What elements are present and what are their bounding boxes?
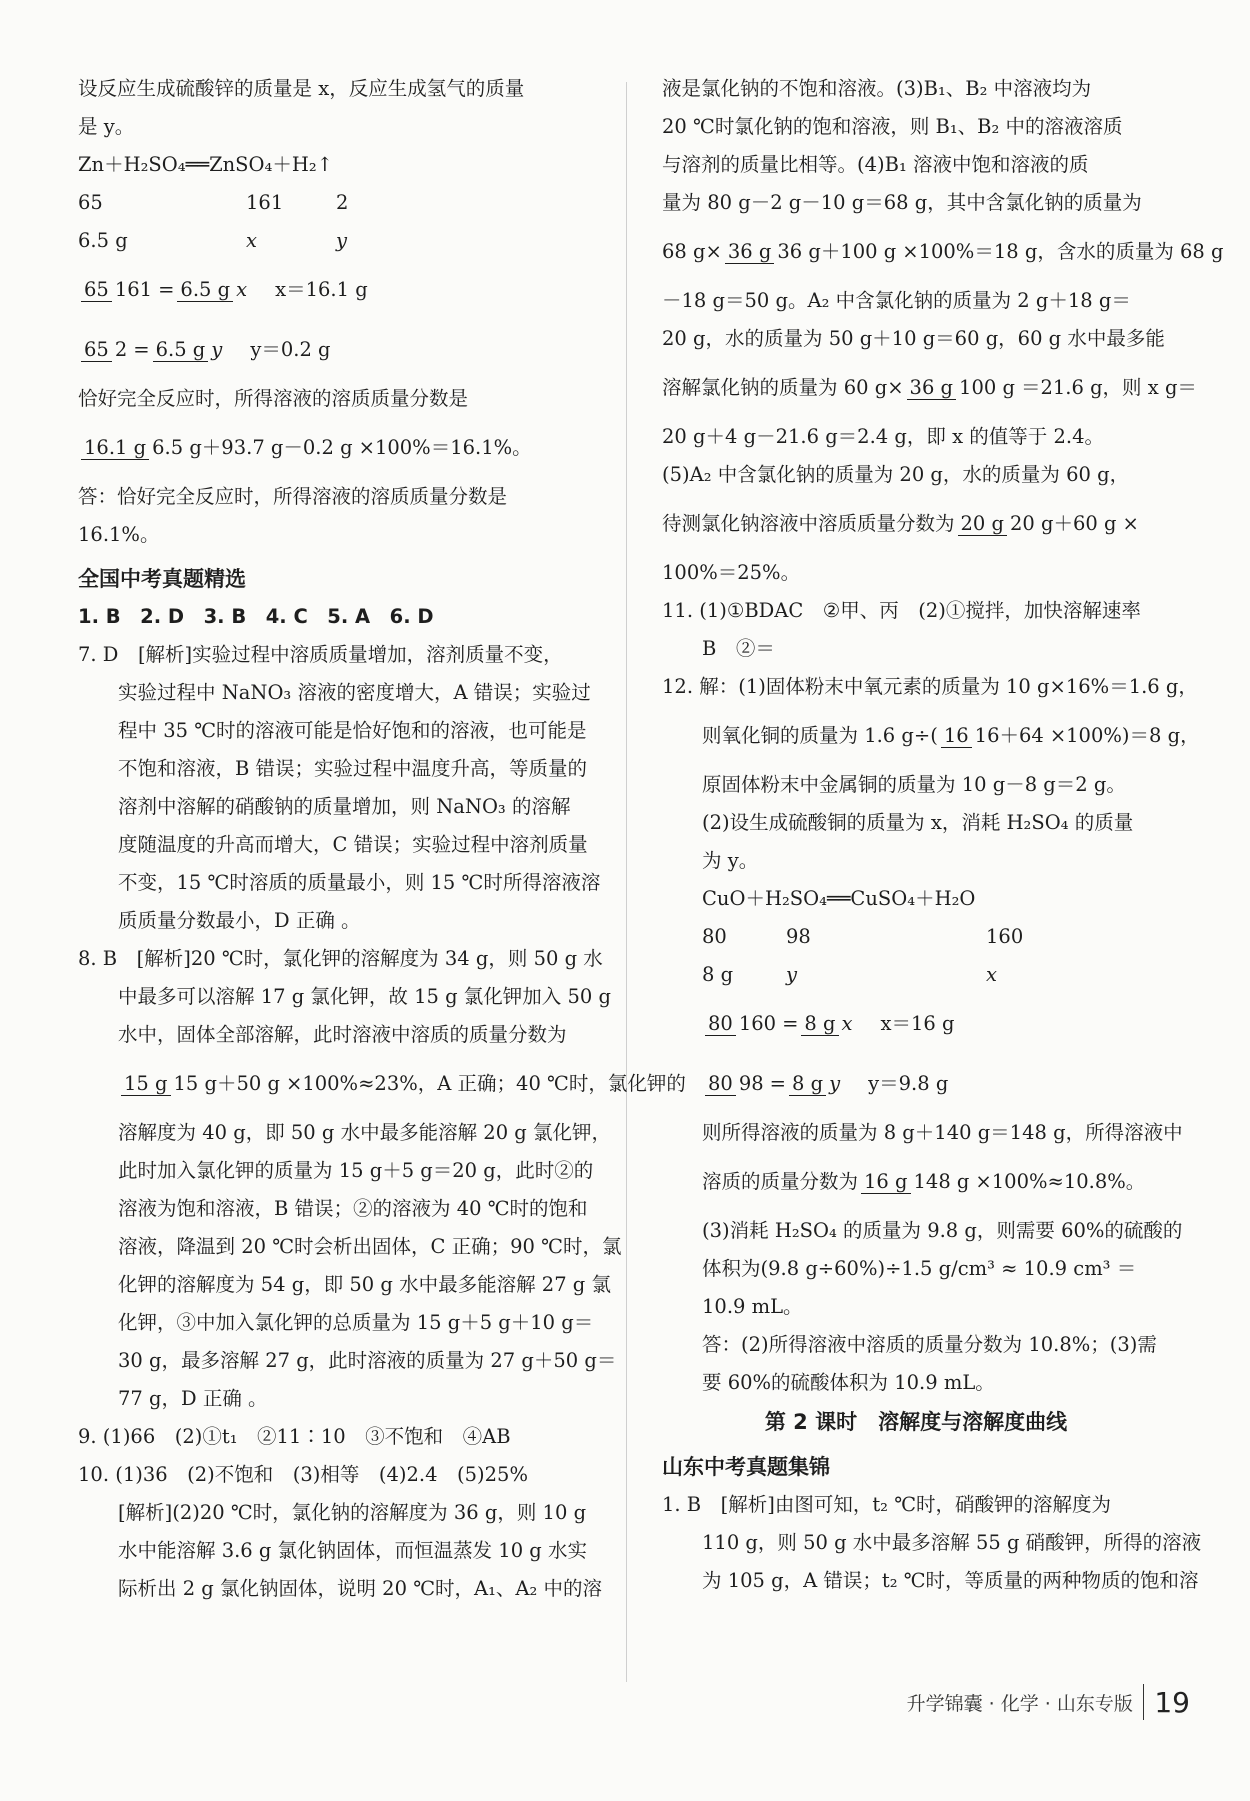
- q10-line: 水中能溶解 3.6 g 氯化钠固体，而恒温蒸发 10 g 水实: [118, 1539, 587, 1562]
- molar-mass-row: [662, 918, 1170, 956]
- fraction: [121, 1072, 283, 1096]
- fraction-line: [662, 706, 1200, 766]
- numerator: 65: [81, 338, 112, 362]
- q8-line: 此时加入氯化钾的质量为 15 g＋5 g＝20 g，此时②的: [118, 1159, 594, 1182]
- denominator: 2: [114, 338, 128, 361]
- text-line: 是 y。: [78, 115, 135, 138]
- footer-book-title: 升学锦囊 · 化学 · 山东专版: [906, 1692, 1133, 1715]
- numerator: 16.1 g: [81, 436, 149, 460]
- numerator: 36 g: [725, 240, 775, 264]
- q12-line: 12. 解：(1)固体粉末中氧元素的质量为 10 g×16%＝1.6 g，: [662, 675, 1198, 698]
- fraction-prefix: 待测氯化钠溶液中溶质质量分数为: [662, 512, 955, 535]
- ratio-equation: [662, 1054, 1170, 1114]
- equals-sign: =: [769, 1072, 786, 1095]
- fraction: [81, 436, 356, 460]
- fraction-prefix: 68 g×: [662, 240, 722, 263]
- q8-line: 化钾，③中加入氯化钾的总质量为 15 g＋5 g＋10 g＝: [118, 1311, 594, 1334]
- fraction: [789, 1072, 843, 1096]
- value-y: y: [786, 963, 798, 986]
- left-column: [78, 70, 686, 1608]
- text-line: 20 ℃时氯化钠的饱和溶液，则 B₁、B₂ 中的溶液溶质: [662, 115, 1123, 138]
- q8-line: 溶解度为 40 g，即 50 g 水中最多能溶解 20 g 氯化钾，: [118, 1121, 611, 1144]
- q7-line: 不变，15 ℃时溶质的质量最小，则 15 ℃时所得溶液溶: [118, 871, 601, 894]
- value-zn: 6.5 g: [78, 229, 128, 252]
- q10-line: [解析](2)20 ℃时，氯化钠的溶解度为 36 g，则 10 g: [118, 1501, 587, 1524]
- q8-line: 化钾的溶解度为 54 g，即 50 g 水中最多能溶解 27 g 氯: [118, 1273, 611, 1296]
- q8-line: 溶液，降温到 20 ℃时会析出固体，C 正确；90 ℃时，氯: [118, 1235, 622, 1258]
- q12-line: 原固体粉末中金属铜的质量为 10 g－8 g＝2 g。: [702, 773, 1126, 796]
- denominator: x: [841, 1012, 853, 1035]
- answer-line: 11. (1)①BDAC ②甲、丙 (2)①搅拌，加快溶解速率: [662, 599, 1141, 622]
- value-x: x: [246, 229, 257, 252]
- fraction: [958, 512, 1120, 536]
- q8-line: 水中，固体全部溶解，此时溶液中溶质的质量分数为: [118, 1023, 567, 1046]
- q12-line: 体积为(9.8 g÷60%)÷1.5 g/cm³ ≈ 10.9 cm³ ＝: [702, 1257, 1137, 1280]
- equation-products: ══CuSO₄＋H₂O: [826, 887, 976, 910]
- text-line: 恰好完全反应时，所得溶液的溶质质量分数是: [78, 387, 469, 410]
- fraction: [81, 278, 155, 302]
- fraction-prefix: 溶解氯化钠的质量为 60 g×: [662, 376, 904, 399]
- ratio-equation: [662, 994, 1170, 1054]
- text-line: 20 g＋4 g－21.6 g＝2.4 g，即 x 的值等于 2.4。: [662, 425, 1104, 448]
- result: x＝16 g: [880, 1012, 955, 1035]
- q8-line: 溶液为饱和溶液，B 错误；②的溶液为 40 ℃时的饱和: [118, 1197, 588, 1220]
- denominator: 6.5 g＋93.7 g－0.2 g: [152, 436, 353, 459]
- fraction: [705, 1072, 767, 1096]
- mass-h2so4: 98: [786, 925, 811, 948]
- denominator: 161: [114, 278, 153, 301]
- numerator: 15 g: [121, 1072, 171, 1096]
- fraction-tail: ×100%＝18 g，含水的质量为 68 g: [902, 240, 1224, 263]
- mass-cuso4: 160: [986, 925, 1024, 948]
- value-row: [78, 222, 590, 260]
- value-row: [662, 956, 1170, 994]
- fraction-line: [662, 358, 1197, 418]
- numerator: 6.5 g: [153, 338, 209, 362]
- q7-line: 7. D [解析]实验过程中溶质质量增加，溶剂质量不变，: [78, 643, 563, 666]
- fraction: [907, 376, 1018, 400]
- text-line: 与溶剂的质量比相等。(4)B₁ 溶液中饱和溶液的质: [662, 153, 1089, 176]
- q12-line: 为 y。: [702, 849, 759, 872]
- equation-reactants: Zn＋H₂SO₄: [78, 153, 186, 176]
- equation-reactants: CuO＋H₂SO₄: [702, 887, 827, 910]
- text-line: (5)A₂ 中含氯化钠的质量为 20 g，水的质量为 60 g，: [662, 463, 1130, 486]
- denominator: 15 g＋50 g: [173, 1072, 280, 1095]
- numerator: 8 g: [789, 1072, 826, 1096]
- answer-line: 9. (1)66 (2)①t₁ ②11∶10 ③不饱和 ④AB: [78, 1425, 511, 1448]
- fraction-line: [662, 1152, 1170, 1212]
- denominator: x: [236, 278, 248, 301]
- mass-cuo: 80: [702, 925, 727, 948]
- lesson-heading: 第 2 课时 溶解度与溶解度曲线: [764, 1410, 1068, 1434]
- fraction: [177, 278, 250, 302]
- text-line: 20 g，水的质量为 50 g＋10 g＝60 g，60 g 水中最多能: [662, 327, 1165, 350]
- q12-line: (2)设生成硫酸铜的质量为 x，消耗 H₂SO₄ 的质量: [702, 811, 1134, 834]
- fraction: [705, 1012, 779, 1036]
- fraction-line: [662, 494, 1170, 554]
- numerator: 16 g: [861, 1170, 911, 1194]
- fraction-tail: ×: [1122, 512, 1139, 535]
- footer-separator: [1143, 1684, 1145, 1720]
- fraction-tail: ×100%)＝8 g，: [1049, 724, 1200, 747]
- ratio-equation: [78, 320, 590, 380]
- text-line: 设反应生成硫酸锌的质量是 x，反应生成氢气的质量: [78, 77, 525, 100]
- fraction: [941, 724, 1047, 748]
- denominator: y: [211, 338, 223, 361]
- result: x＝16.1 g: [275, 278, 368, 301]
- fraction: [153, 338, 226, 362]
- mass-zn: 65: [78, 191, 103, 214]
- q1-line: 为 105 g，A 错误；t₂ ℃时，等质量的两种物质的饱和溶: [702, 1569, 1199, 1592]
- q7-line: 程中 35 ℃时的溶液可能是恰好饱和的溶液，也可能是: [118, 719, 587, 742]
- fraction: [801, 1012, 855, 1036]
- denominator: 98: [738, 1072, 764, 1095]
- numerator: 65: [81, 278, 112, 302]
- numerator: 80: [705, 1012, 736, 1036]
- numerator: 16: [941, 724, 972, 748]
- q10-line: 际析出 2 g 氯化钠固体，说明 20 ℃时，A₁、A₂ 中的溶: [118, 1577, 603, 1600]
- text-line: 16.1%。: [78, 523, 160, 546]
- q12-line: 要 60%的硫酸体积为 10.9 mL。: [702, 1371, 995, 1394]
- section-heading: 山东中考真题集锦: [662, 1455, 830, 1479]
- fraction-prefix: 则氧化铜的质量为 1.6 g÷(: [702, 724, 938, 747]
- numerator: 6.5 g: [177, 278, 233, 302]
- ratio-equation: [78, 260, 590, 320]
- text-line: 量为 80 g－2 g－10 g＝68 g，其中含氯化钠的质量为: [662, 191, 1142, 214]
- q7-line: 质质量分数最小，D 正确 。: [118, 909, 361, 932]
- q12-line: (3)消耗 H₂SO₄ 的质量为 9.8 g，则需要 60%的硫酸的: [702, 1219, 1183, 1242]
- q12-line: 答：(2)所得溶液中溶质的质量分数为 10.8%；(3)需: [702, 1333, 1157, 1356]
- value-y: y: [336, 229, 348, 252]
- column-divider: [626, 82, 627, 1682]
- q12-line: 10.9 mL。: [702, 1295, 803, 1318]
- molar-mass-row: [78, 184, 590, 222]
- fraction-tail: ×100%＝16.1%。: [358, 436, 532, 459]
- result: y＝0.2 g: [250, 338, 331, 361]
- q7-line: 度随温度的升高而增大，C 错误；实验过程中溶剂质量: [118, 833, 588, 856]
- q8-line: 8. B [解析]20 ℃时，氯化钾的溶解度为 34 g，则 50 g 水: [78, 947, 603, 970]
- q7-line: 不饱和溶液，B 错误；实验过程中温度升高，等质量的: [118, 757, 588, 780]
- answer-line: B ②＝: [702, 637, 775, 660]
- q8-line: 77 g，D 正确 。: [118, 1387, 268, 1410]
- denominator: 16＋64: [974, 724, 1044, 747]
- fraction-tail: ×100%≈23%，A 正确；40 ℃时，氯化钾的: [286, 1072, 686, 1095]
- denominator: 20 g＋60 g: [1010, 512, 1117, 535]
- numerator: 80: [705, 1072, 736, 1096]
- fraction-line: [78, 418, 590, 478]
- text-line: 答：恰好完全反应时，所得溶液的溶质质量分数是: [78, 485, 508, 508]
- q7-line: 实验过程中 NaNO₃ 溶液的密度增大，A 错误；实验过: [118, 681, 591, 704]
- q12-line: 则所得溶液的质量为 8 g＋140 g＝148 g，所得溶液中: [702, 1121, 1183, 1144]
- equals-sign: =: [782, 1012, 799, 1035]
- q7-line: 溶剂中溶解的硝酸钠的质量增加，则 NaNO₃ 的溶解: [118, 795, 571, 818]
- q8-line: 30 g，最多溶解 27 g，此时溶液的质量为 27 g＋50 g＝: [118, 1349, 617, 1372]
- text-line: －18 g＝50 g。A₂ 中含氯化钠的质量为 2 g＋18 g＝: [662, 289, 1131, 312]
- q1-line: 110 g，则 50 g 水中最多溶解 55 g 硝酸钾，所得的溶液: [702, 1531, 1202, 1554]
- mass-znso4: 161: [246, 191, 284, 214]
- denominator: 160: [738, 1012, 777, 1035]
- denominator: 148 g: [913, 1170, 970, 1193]
- fraction: [81, 338, 130, 362]
- chemical-equation: [78, 146, 590, 184]
- right-column: [662, 70, 1224, 1600]
- value-cuo: 8 g: [702, 963, 734, 986]
- denominator: y: [829, 1072, 841, 1095]
- fraction-line: [662, 222, 1224, 282]
- fraction-tail: ×100%≈10.8%。: [975, 1170, 1146, 1193]
- fraction-tail: ＝21.6 g，则 x g＝: [1020, 376, 1197, 399]
- equals-sign: =: [133, 338, 150, 361]
- text-line: 100%＝25%。: [662, 561, 801, 584]
- answer-line: 10. (1)36 (2)不饱和 (3)相等 (4)2.4 (5)25%: [78, 1463, 528, 1486]
- q1-line: 1. B [解析]由图可知，t₂ ℃时，硝酸钾的溶解度为: [662, 1493, 1112, 1516]
- equals-sign: =: [158, 278, 175, 301]
- fraction-line: [78, 1054, 686, 1114]
- numerator: 36 g: [907, 376, 957, 400]
- fraction: [725, 240, 899, 264]
- section-heading: 全国中考真题精选: [78, 567, 246, 591]
- chemical-equation: [662, 880, 1170, 918]
- q8-line: 中最多可以溶解 17 g 氯化钾，故 15 g 氯化钾加入 50 g: [118, 985, 611, 1008]
- fraction-prefix: 溶质的质量分数为: [702, 1170, 859, 1193]
- numerator: 20 g: [958, 512, 1008, 536]
- page-number: 19: [1154, 1685, 1190, 1719]
- denominator: 100 g: [959, 376, 1015, 399]
- mass-h2: 2: [336, 191, 349, 214]
- answer-line: 1. B 2. D 3. B 4. C 5. A 6. D: [78, 605, 434, 628]
- text-line: 液是氯化钠的不饱和溶液。(3)B₁、B₂ 中溶液均为: [662, 77, 1092, 100]
- equation-products: ══ZnSO₄＋H₂↑: [185, 153, 334, 176]
- result: y＝9.8 g: [868, 1072, 949, 1095]
- numerator: 8 g: [801, 1012, 838, 1036]
- page-footer: [907, 1680, 1190, 1724]
- value-x: x: [986, 963, 997, 986]
- denominator: 36 g＋100 g: [777, 240, 897, 263]
- fraction: [861, 1170, 972, 1194]
